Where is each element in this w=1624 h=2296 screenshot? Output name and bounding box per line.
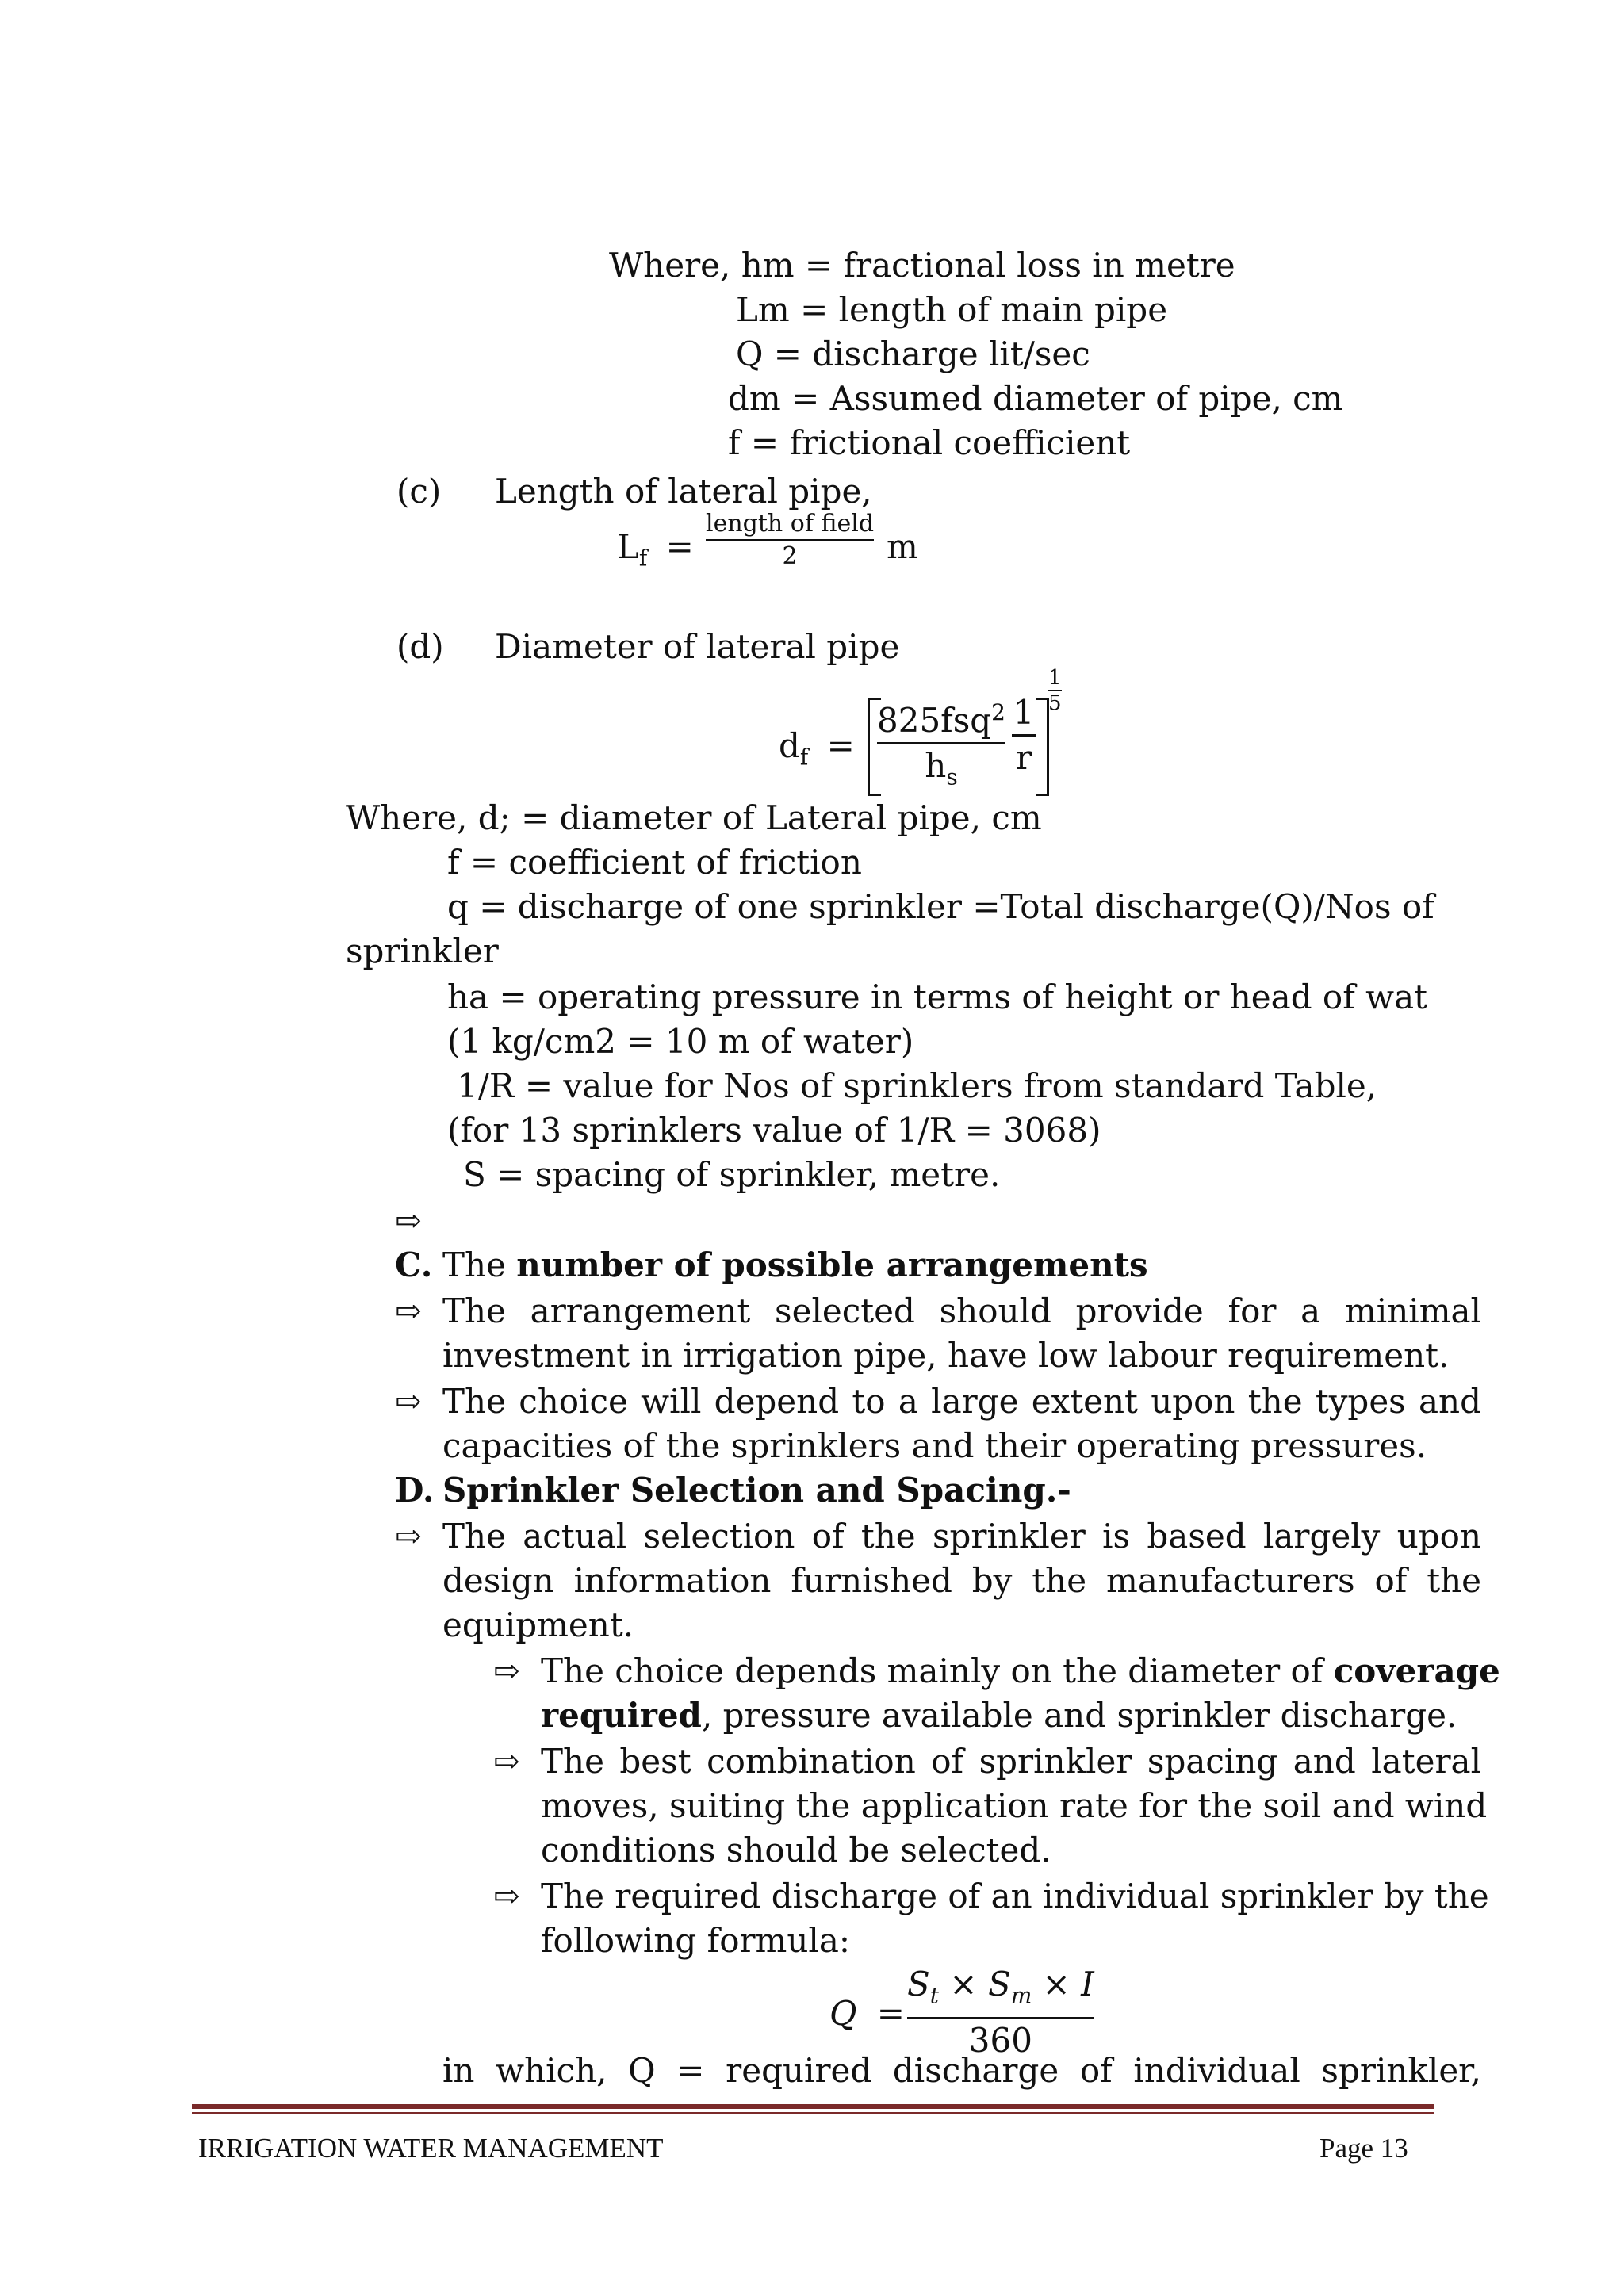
section-c-marker: C. bbox=[395, 1246, 433, 1284]
df-fraction-2: 1 r bbox=[1013, 693, 1035, 777]
section-d-bullet-1-line-1: The actual selection of the sprinkler is based largely upon bbox=[442, 1517, 1481, 1556]
section-c-bullet-2-line-2: capacities of the sprinklers and their operating pressures. bbox=[442, 1426, 1427, 1465]
footer-title: IRRIGATION WATER MANAGEMENT bbox=[198, 2133, 664, 2164]
df-fraction-1: 825fsq$^2$ $h_s$ bbox=[877, 699, 1005, 790]
where2-r-line: 1/R = value for Nos of sprinklers from standard Table, bbox=[457, 1066, 1377, 1105]
item-d-marker: (d) bbox=[396, 627, 444, 666]
q-formula-lhs: Q = bbox=[829, 1994, 905, 2033]
section-c-bullet-1-line-2: investment in irrigation pipe, have low labour requirement. bbox=[442, 1336, 1450, 1375]
section-d-sub-bullet-2-line-2: moves, suiting the application rate for the soil and wind bbox=[541, 1786, 1488, 1825]
where2-f-line: f = coefficient of friction bbox=[447, 843, 862, 882]
lf-lhs: $L_f$ = bbox=[617, 527, 694, 572]
section-d-sub-bullet-3-line-2: following formula: bbox=[541, 1921, 851, 1960]
section-d-marker: D. bbox=[395, 1471, 435, 1510]
section-c-bullet-1-line-1: The arrangement selected should provide for a minimal bbox=[442, 1292, 1481, 1330]
lf-fraction: length of field 2 bbox=[706, 510, 875, 570]
where2-s-line: S = spacing of sprinkler, metre. bbox=[463, 1155, 1001, 1194]
section-d-bullet-1-line-3: equipment. bbox=[442, 1605, 634, 1644]
where-q-line: Q = discharge lit/sec bbox=[736, 335, 1090, 373]
section-d-bullet-1-line-2: design information furnished by the manufacturers of the bbox=[442, 1561, 1481, 1600]
q-formula-fraction: $S_t \times S_m \times I$ 360 bbox=[907, 1965, 1094, 2061]
section-d-sub-bullet-1-line-2: required, pressure available and sprinkler discharge. bbox=[541, 1696, 1457, 1735]
arrow-icon: ⇨ bbox=[395, 1383, 422, 1420]
item-d-title: Diameter of lateral pipe bbox=[495, 627, 900, 666]
where-f-line: f = frictional coefficient bbox=[728, 423, 1131, 462]
where2-d-line: Where, d; = diameter of Lateral pipe, cm bbox=[346, 798, 1042, 837]
where2-ha-line: ha = operating pressure in terms of height or head of wat bbox=[447, 978, 1427, 1016]
section-d-sub-bullet-2-line-3: conditions should be selected. bbox=[541, 1831, 1051, 1869]
section-d-sub-bullet-1-line-1: The choice depends mainly on the diameter of coverage bbox=[541, 1651, 1500, 1690]
item-c-title: Length of lateral pipe, bbox=[495, 472, 872, 511]
arrow-icon: ⇨ bbox=[395, 1293, 422, 1330]
arrow-icon: ⇨ bbox=[493, 1878, 520, 1915]
where2-conversion-line: (1 kg/cm2 = 10 m of water) bbox=[447, 1022, 914, 1061]
lf-unit: m bbox=[887, 527, 918, 566]
where-dm-line: dm = Assumed diameter of pipe, cm bbox=[728, 379, 1343, 418]
arrow-icon: ⇨ bbox=[493, 1743, 520, 1780]
df-exponent: 1 5 bbox=[1048, 666, 1062, 715]
where2-q-line: q = discharge of one sprinkler =Total discharge(Q)/Nos of bbox=[447, 887, 1434, 926]
where2-q-line-cont: sprinkler bbox=[346, 932, 499, 970]
in-which-line: in which, Q = required discharge of individual sprinkler, bbox=[442, 2051, 1481, 2090]
page-number: Page 13 bbox=[1320, 2133, 1408, 2164]
arrow-icon: ⇨ bbox=[395, 1203, 422, 1239]
arrow-icon: ⇨ bbox=[395, 1518, 422, 1555]
section-c-bullet-2-line-1: The choice will depend to a large extent upon the types and bbox=[442, 1382, 1481, 1421]
section-d-sub-bullet-2-line-1: The best combination of sprinkler spacing and lateral bbox=[541, 1742, 1481, 1781]
right-bracket bbox=[1036, 698, 1049, 796]
item-c-marker: (c) bbox=[396, 472, 442, 511]
section-d-sub-bullet-3-line-1: The required discharge of an individual sprinkler by the bbox=[541, 1877, 1489, 1915]
section-c-heading: The number of possible arrangements bbox=[442, 1246, 1148, 1284]
where-hm-line: Where, hm = fractional loss in metre bbox=[609, 246, 1235, 285]
footer-rule-thick bbox=[192, 2104, 1434, 2109]
df-lhs: $d_f$ = bbox=[779, 726, 855, 771]
where2-r-value-line: (for 13 sprinklers value of 1/R = 3068) bbox=[447, 1111, 1101, 1150]
where-lm-line: Lm = length of main pipe bbox=[736, 290, 1168, 329]
footer-rule-thin bbox=[192, 2112, 1434, 2114]
section-d-heading: Sprinkler Selection and Spacing.- bbox=[442, 1471, 1071, 1510]
arrow-icon: ⇨ bbox=[493, 1653, 520, 1689]
